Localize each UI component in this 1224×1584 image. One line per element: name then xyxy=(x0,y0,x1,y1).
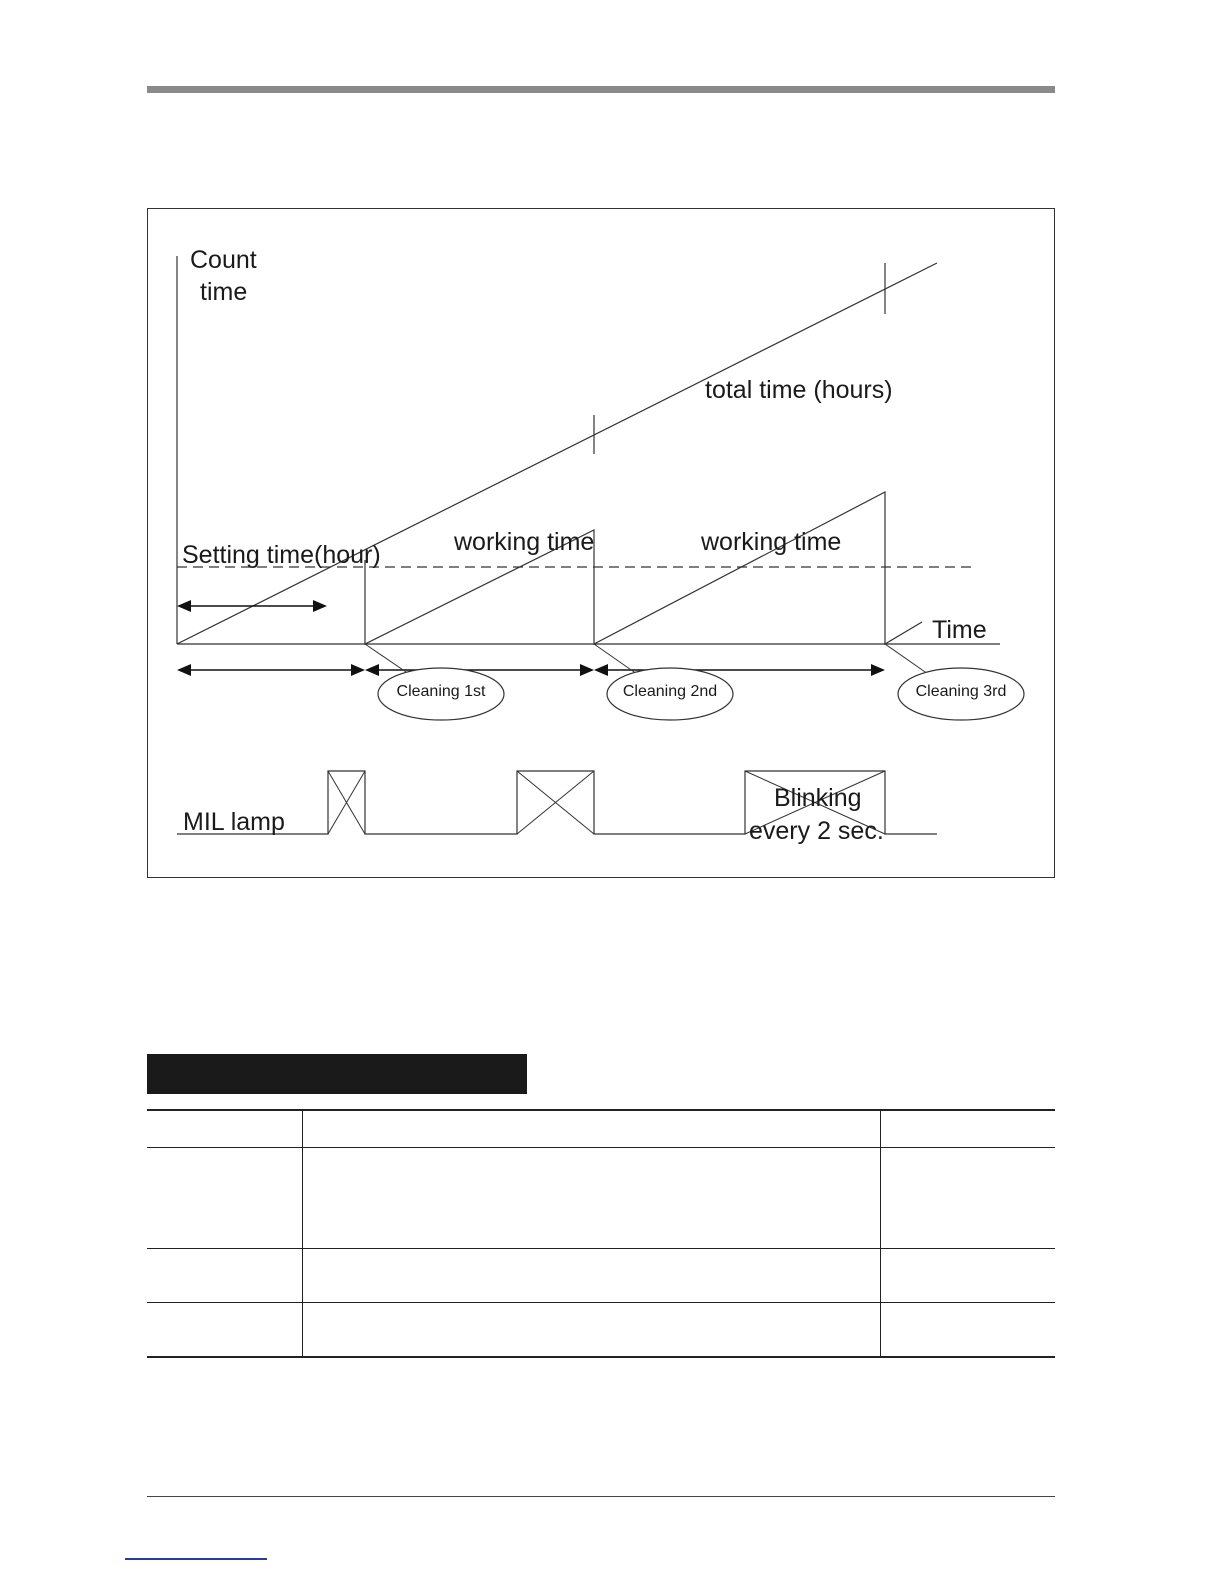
time-axis-label: Time xyxy=(932,616,987,644)
total-time-line xyxy=(177,263,937,644)
table-cell xyxy=(881,1148,1056,1249)
total-time-label: total time (hours) xyxy=(705,376,893,404)
cleaning-2nd-text: Cleaning 2nd xyxy=(622,683,718,700)
footer-link-underline[interactable] xyxy=(125,1558,267,1560)
setting-time-label: Setting time(hour) xyxy=(182,541,381,569)
working-time-sawtooth xyxy=(365,492,922,644)
table-header-row xyxy=(147,1110,1055,1148)
table-header-cell xyxy=(147,1110,303,1148)
time-label: time xyxy=(200,278,248,306)
table-row xyxy=(147,1303,1055,1357)
cleaning-1st-text: Cleaning 1st xyxy=(396,683,486,700)
table-header-cell xyxy=(881,1110,1056,1148)
table-cell xyxy=(881,1303,1056,1357)
footer-rule xyxy=(147,1496,1055,1497)
working-time-label-1: working time xyxy=(454,528,595,556)
spec-table xyxy=(147,1109,1055,1358)
table-cell xyxy=(303,1249,881,1303)
cleaning-3rd-text: Cleaning 3rd xyxy=(915,683,1007,700)
table-cell xyxy=(147,1303,303,1357)
working-time-label-2: working time xyxy=(701,528,842,556)
section-heading-bar xyxy=(147,1054,527,1094)
table-cell xyxy=(147,1249,303,1303)
table-cell xyxy=(303,1148,881,1249)
count-label: Count xyxy=(190,246,257,274)
diagram-canvas xyxy=(147,208,1055,878)
table-row xyxy=(147,1249,1055,1303)
table-cell xyxy=(303,1303,881,1357)
setting-time-arrow xyxy=(177,600,327,612)
interval-arrow-1 xyxy=(177,664,365,676)
cleaning-timing-diagram xyxy=(147,208,1055,878)
mil-lamp-label: MIL lamp xyxy=(183,808,285,836)
header-rule xyxy=(147,86,1055,93)
blinking-label-line2: every 2 sec. xyxy=(749,817,884,845)
table-header-cell xyxy=(303,1110,881,1148)
blinking-label-line1: Blinking xyxy=(774,784,862,812)
table-cell xyxy=(881,1249,1056,1303)
table-cell xyxy=(147,1148,303,1249)
table-row xyxy=(147,1148,1055,1249)
cleaning-3rd-leader xyxy=(885,644,928,674)
